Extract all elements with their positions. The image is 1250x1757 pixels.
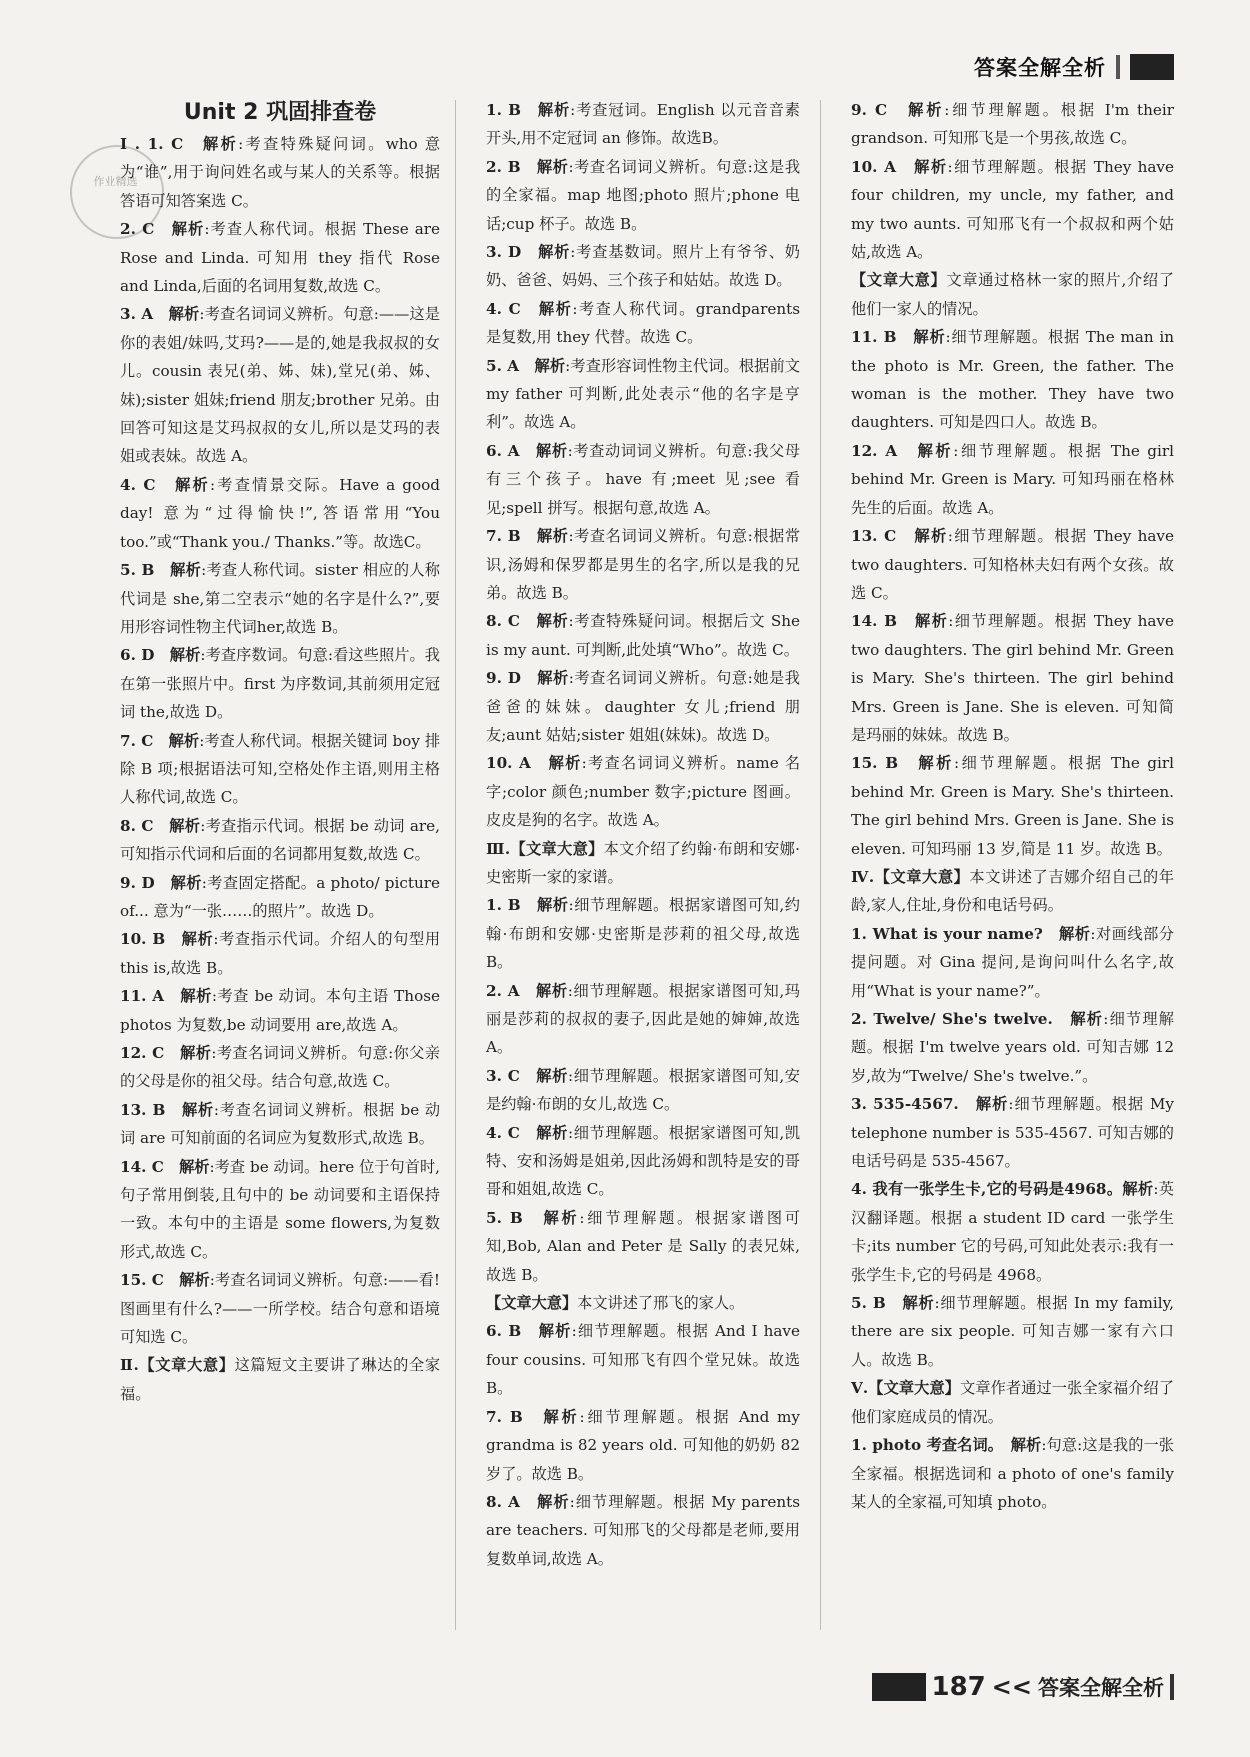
- answer-entry: [851, 1289, 1174, 1374]
- answer-explanation: :考查特殊疑问词。根据后文 She is my aunt. 可判断,此处填“Who”。故选 C。: [486, 612, 800, 659]
- answer-entry: [851, 1090, 1174, 1175]
- answer-entry: [851, 749, 1174, 863]
- answer-entry: [120, 215, 440, 300]
- answer-entry: [851, 1005, 1174, 1090]
- answer-explanation: :对画线部分提问题。对 Gina 提问,是询问叫什么名字,故用“What is your name?”。: [851, 924, 1174, 1000]
- answer-entry: [120, 982, 440, 1039]
- answer-key: 【文章大意】: [486, 1294, 578, 1313]
- answer-explanation: 文章通过格林一家的照片,介绍了他们一家人的情况。: [851, 271, 1175, 318]
- answer-entry: [851, 1175, 1174, 1289]
- unit-title: Unit 2 巩固排查卷: [183, 100, 377, 125]
- answer-key: 5. B 解析: [486, 1208, 580, 1227]
- answer-entry: [851, 607, 1174, 749]
- answer-entry: [851, 1374, 1174, 1431]
- column-1-entries: [120, 130, 440, 1408]
- page-number: 187: [931, 1672, 986, 1702]
- column-2: [486, 96, 800, 1573]
- answer-explanation: :细节理解题。根据 I'm their grandson. 可知邢飞是一个男孩,故选 C。: [851, 101, 1174, 148]
- answer-key: 15. C 解析: [120, 1271, 210, 1290]
- answer-explanation: :细节理解题。根据 And I have four cousins. 可知邢飞有四个堂兄妹。故选 B。: [486, 1322, 800, 1398]
- answer-entry: [486, 1317, 800, 1402]
- answer-key: Ⅴ.【文章大意】: [851, 1379, 961, 1398]
- answer-key: 6. A 解析: [486, 441, 568, 460]
- answer-key: 14. C 解析: [120, 1157, 210, 1176]
- answer-key: 8. A 解析: [486, 1492, 570, 1511]
- header-block: [1130, 54, 1174, 80]
- answer-explanation: :细节理解题。根据 They have two daughters. 可知格林夫妇有两个女孩。故选 C。: [851, 527, 1174, 602]
- answer-key: 4. C 解析: [486, 299, 573, 318]
- answer-explanation: :细节理解题。根据 The girl behind Mr. Green is Mary. She's thirteen. The girl behind Mrs. Green is Jane. She is eleven. 可知玛丽 13 岁,简是 11 岁。故选 B。: [851, 754, 1175, 858]
- answer-explanation: :考查形容词性物主代词。根据前文 my father 可判断,此处表示“他的名字是亨利”。故选 A。: [486, 356, 800, 432]
- answer-entry: [851, 920, 1174, 1005]
- answer-key: 5. A 解析: [486, 356, 566, 375]
- answer-key: 2. Twelve/ She's twelve. 解析: [851, 1010, 1104, 1028]
- answer-entry: [486, 522, 800, 607]
- answer-entry: [120, 556, 440, 641]
- answer-explanation: :考查固定搭配。a photo/ picture of... 意为“一张……的照片”。故选 D。: [120, 873, 440, 920]
- answer-explanation: :细节理解题。根据 They have two daughters. The girl behind Mr. Green is Mary. She's thirteen. The girl behind Mrs. Green is Jane. She is eleven. 可知简是玛丽的妹妹。故选 B。: [851, 612, 1175, 744]
- column-2-entries: [486, 96, 800, 1573]
- answer-key: 10. B 解析: [120, 930, 214, 949]
- answer-key: 4. 我有一张学生卡,它的号码是4968。解析: [851, 1180, 1154, 1199]
- answer-explanation: :考查特殊疑问词。who 意为“谁”,用于询问姓名或与某人的关系等。根据答语可知答案选 C。: [120, 135, 441, 210]
- answer-entry: [120, 1039, 440, 1096]
- answer-explanation: :细节理解题。根据 My telephone number is 535-4567. 可知吉娜的电话号码是 535-4567。: [851, 1095, 1174, 1171]
- answer-entry: [486, 1403, 800, 1488]
- header-divider: [1116, 55, 1120, 79]
- answer-explanation: :细节理解题。根据 The girl behind Mr. Green is Mary. 可知玛丽在格林先生的后面。故选 A。: [851, 441, 1174, 517]
- answer-entry: [486, 664, 800, 749]
- answer-entry: [486, 835, 800, 892]
- answer-explanation: :考查序数词。句意:看这些照片。我在第一张照片中。first 为序数词,其前须用定冠词 the,故选 D。: [120, 646, 440, 722]
- answer-key: 13. B 解析: [120, 1100, 214, 1119]
- answer-key: 2. A 解析: [486, 981, 568, 1000]
- answer-explanation: :细节理解题。根据 The man in the photo is Mr. Green, the father. The woman is the mother. They have two daughters. 可知是四口人。故选 B。: [851, 328, 1174, 432]
- answer-entry: [851, 266, 1174, 323]
- answer-entry: [120, 925, 440, 982]
- answer-entry: [851, 863, 1174, 920]
- footer-label: 答案全解全析: [1038, 1675, 1164, 1700]
- answer-explanation: 本文介绍了约翰·布朗和安娜·史密斯一家的家谱。: [486, 839, 800, 886]
- answer-key: 9. D 解析: [486, 669, 569, 688]
- answer-explanation: :考查动词词义辨析。句意:我父母有三个孩子。have 有;meet 见;see 看见;spell 拼写。根据句意,故选 A。: [486, 441, 800, 517]
- answer-key: 3. D 解析: [486, 243, 571, 262]
- answer-entry: [120, 1153, 440, 1267]
- answer-entry: [486, 1204, 800, 1289]
- answer-entry: [486, 1119, 800, 1204]
- column-divider: [820, 100, 821, 1630]
- answer-explanation: :考查名词词义辨析。句意:——看!图画里有什么?——一所学校。结合句意和语境可知选 C。: [120, 1271, 440, 1347]
- answer-key: 7. B 解析: [486, 527, 569, 546]
- answer-explanation: :考查人称代词。grandparents 是复数,用 they 代替。故选 C。: [486, 299, 800, 347]
- answer-key: 1. What is your name? 解析: [851, 924, 1091, 943]
- answer-entry: [851, 437, 1174, 522]
- answer-key: 【文章大意】: [851, 271, 947, 290]
- answer-key: 8. C 解析: [486, 612, 569, 631]
- answer-entry: [486, 1289, 800, 1317]
- answer-key: 7. C 解析: [120, 731, 200, 750]
- answer-key: 14. B 解析: [851, 612, 949, 631]
- answer-explanation: :考查人称代词。根据关键词 boy 排除 B 项;根据语法可知,空格处作主语,则用主格人称代词,故选 C。: [120, 731, 441, 807]
- answer-explanation: :考查 be 动词。本句主语 Those photos 为复数,be 动词要用 are,故选 A。: [120, 987, 440, 1034]
- answer-entry: [851, 323, 1174, 437]
- answer-key: 15. B 解析: [851, 754, 954, 773]
- answer-key: 5. B 解析: [120, 561, 202, 580]
- answer-explanation: 本文讲述了吉娜介绍自己的年龄,家人,住址,身份和电话号码。: [851, 867, 1175, 915]
- stamp-text: 作业精选: [93, 175, 138, 188]
- answer-entry: [486, 1488, 800, 1573]
- answer-explanation: :考查名词词义辨析。根据 be 动词 are 可知前面的名词应为复数形式,故选 B。: [120, 1100, 441, 1148]
- answer-key: Ⅳ.【文章大意】: [851, 867, 970, 886]
- answer-explanation: :考查名词词义辨析。name 名字;color 颜色;number 数字;picture 图画。皮皮是狗的名字。故选 A。: [486, 754, 801, 830]
- answer-explanation: :考查人称代词。根据 These are Rose and Linda. 可知用 they 指代 Rose and Linda,后面的名词用复数,故选 C。: [120, 220, 440, 296]
- answer-key: 8. C 解析: [120, 816, 201, 835]
- answer-entry: [486, 891, 800, 976]
- answer-explanation: :细节理解题。根据家谱图可知,玛丽是莎莉的叔叔的妻子,因此是她的婶婶,故选 A。: [486, 981, 800, 1057]
- answer-explanation: :细节理解题。根据家谱图可知,凯特、安和汤姆是姐弟,因此汤姆和凯特是安的哥哥和姐姐,故选 C。: [486, 1123, 800, 1199]
- column-1: [120, 96, 440, 1408]
- answer-entry: [486, 96, 800, 153]
- answer-key: 7. B 解析: [486, 1407, 580, 1426]
- answer-entry: [486, 437, 800, 522]
- answer-explanation: :细节理解题。根据 My parents are teachers. 可知邢飞的父母都是老师,要用复数单词,故选 A。: [486, 1492, 800, 1568]
- answer-explanation: :考查名词词义辨析。句意:这是我的全家福。map 地图;photo 照片;phone 电话;cup 杯子。故选 B。: [486, 157, 801, 233]
- header-title: 答案全解全析: [974, 55, 1106, 80]
- column-3-entries: [851, 96, 1174, 1516]
- page-footer: [872, 1672, 1175, 1702]
- answer-entry: [120, 641, 440, 726]
- answer-key: 9. D 解析: [120, 873, 202, 892]
- answer-key: 6. D 解析: [120, 646, 201, 665]
- answer-entry: [486, 295, 800, 352]
- answer-key: 4. C 解析: [486, 1123, 568, 1142]
- answer-key: 1. B 解析: [486, 101, 571, 119]
- answer-key: 3. C 解析: [486, 1066, 568, 1085]
- answer-entry: [486, 607, 800, 664]
- answer-key: 11. A 解析: [120, 987, 212, 1006]
- answer-entry: [486, 238, 800, 295]
- answer-explanation: :考查名词词义辨析。句意:你父亲的父母是你的祖父母。结合句意,故选 C。: [120, 1044, 440, 1091]
- answer-key: 13. C 解析: [851, 527, 948, 546]
- answer-key: 1. B 解析: [486, 896, 569, 915]
- answer-explanation: :考查情景交际。Have a good day! 意为“过得愉快!”,答语常用“You too.”或“Thank you./ Thanks.”等。故选C。: [120, 475, 440, 551]
- answer-explanation: 这篇短文主要讲了琳达的全家福。: [120, 1356, 441, 1403]
- answer-explanation: 文章作者通过一张全家福介绍了他们家庭成员的情况。: [851, 1379, 1175, 1426]
- answer-entry: [120, 1351, 440, 1408]
- answer-key: 3. A 解析: [120, 305, 200, 324]
- answer-key: 3. 535-4567. 解析: [851, 1095, 1009, 1114]
- answer-entry: [851, 96, 1174, 153]
- page-header: [974, 52, 1174, 82]
- answer-key: 1. photo 考查名词。 解析: [851, 1436, 1042, 1455]
- column-divider: [455, 100, 456, 1630]
- answer-key: 11. B 解析: [851, 328, 946, 347]
- answer-key: 6. B 解析: [486, 1322, 572, 1341]
- answer-entry: [120, 300, 440, 470]
- answer-key: 9. C 解析: [851, 101, 945, 119]
- answer-entry: [486, 977, 800, 1062]
- answer-entry: [486, 352, 800, 437]
- answer-explanation: :细节理解题。根据家谱图可知,约翰·布朗和安娜·史密斯是莎莉的祖父母,故选 B。: [486, 896, 800, 972]
- answer-explanation: :细节理解题。根据家谱图可知,Bob, Alan and Peter 是 Sally 的表兄妹,故选 B。: [486, 1208, 800, 1284]
- answer-entry: [120, 869, 440, 926]
- answer-entry: [851, 153, 1174, 267]
- answer-entry: [486, 749, 800, 834]
- answer-explanation: :考查指示代词。介绍人的句型用 this is,故选 B。: [120, 930, 441, 977]
- answer-key: 5. B 解析: [851, 1294, 935, 1313]
- answer-entry: [120, 1096, 440, 1153]
- column-3: [851, 96, 1174, 1516]
- answer-key: 2. B 解析: [486, 157, 569, 176]
- answer-explanation: 本文讲述了邢飞的家人。: [577, 1294, 745, 1313]
- answer-explanation: :细节理解题。根据 They have four children, my uncle, my father, and my two aunts. 可知邢飞有一个叔叔和两个姑姑,故选 A。: [851, 157, 1175, 262]
- answer-key: 12. A 解析: [851, 441, 954, 460]
- answer-explanation: :细节理解题。根据 I'm twelve years old. 可知吉娜 12 岁,故为“Twelve/ She's twelve.”。: [851, 1010, 1174, 1085]
- answer-key: 2. C 解析: [120, 220, 205, 239]
- answer-entry: [486, 1062, 800, 1119]
- answer-entry: [851, 1431, 1174, 1516]
- answer-key: 12. C 解析: [120, 1044, 212, 1062]
- answer-explanation: :考查指示代词。根据 be 动词 are,可知指示代词和后面的名词都用复数,故选 C。: [120, 816, 440, 864]
- answer-explanation: :考查人称代词。sister 相应的人称代词是 she,第二空表示“她的名字是什么?”,要用形容词性物主代词her,故选 B。: [120, 561, 440, 636]
- answer-entry: [120, 130, 440, 215]
- answer-explanation: :考查冠词。English 以元音音素开头,用不定冠词 an 修饰。故选B。: [486, 101, 800, 148]
- answer-entry: [120, 1266, 440, 1351]
- answer-explanation: :考查名词词义辨析。句意:她是我爸爸的妹妹。daughter 女儿;friend 朋友;aunt 姑姑;sister 姐姐(妹妹)。故选 D。: [486, 669, 800, 744]
- answer-explanation: :细节理解题。根据 And my grandma is 82 years old. 可知他的奶奶 82 岁了。故选 B。: [486, 1407, 801, 1483]
- footer-block: [872, 1673, 926, 1701]
- answer-entry: [486, 153, 800, 238]
- answer-key: Ⅱ.【文章大意】: [120, 1356, 235, 1375]
- answer-explanation: :英汉翻译题。根据 a student ID card 一张学生卡;its number 它的号码,可知此处表示:我有一张学生卡,它的号码是 4968。: [851, 1180, 1174, 1284]
- answer-explanation: :考查名词词义辨析。句意:——这是你的表姐/妹吗,艾玛?——是的,她是我叔叔的女儿。cousin 表兄(弟、姊、妹),堂兄(弟、姊、妹);sister 姐妹;friend 朋友;brother 兄弟。由回答可知这是艾玛叔叔的女儿,所以是艾玛的表姐或表妹。故选 A。: [120, 305, 440, 466]
- answer-key: I . 1. C 解析: [120, 135, 239, 153]
- answer-explanation: :考查基数词。照片上有爷爷、奶奶、爸爸、妈妈、三个孩子和姑姑。故选 D。: [486, 243, 800, 290]
- answer-explanation: :考查 be 动词。here 位于句首时,句子常用倒装,且句中的 be 动词要和主语保持一致。本句中的主语是 some flowers,为复数形式,故选 C。: [120, 1157, 440, 1261]
- answer-explanation: :句意:这是我的一张全家福。根据选词和 a photo of one's family 某人的全家福,可知填 photo。: [851, 1436, 1174, 1511]
- answer-key: 10. A 解析: [486, 754, 582, 773]
- answer-entry: [120, 471, 440, 556]
- footer-divider: [1170, 1674, 1174, 1700]
- footer-arrows: <<: [991, 1673, 1032, 1701]
- answer-explanation: :细节理解题。根据家谱图可知,安是约翰·布朗的女儿,故选 C。: [486, 1066, 800, 1114]
- answer-key: Ⅲ.【文章大意】: [486, 839, 604, 858]
- answer-entry: [851, 522, 1174, 607]
- answer-key: 4. C 解析: [120, 475, 210, 494]
- answer-explanation: :细节理解题。根据 In my family, there are six people. 可知吉娜一家有六口人。故选 B。: [851, 1294, 1175, 1369]
- answer-entry: [120, 812, 440, 869]
- answer-key: 10. A 解析: [851, 157, 948, 176]
- answer-entry: [120, 727, 440, 812]
- answer-explanation: :考查名词词义辨析。句意:根据常识,汤姆和保罗都是男生的名字,所以是我的兄弟。故选 B。: [486, 527, 801, 602]
